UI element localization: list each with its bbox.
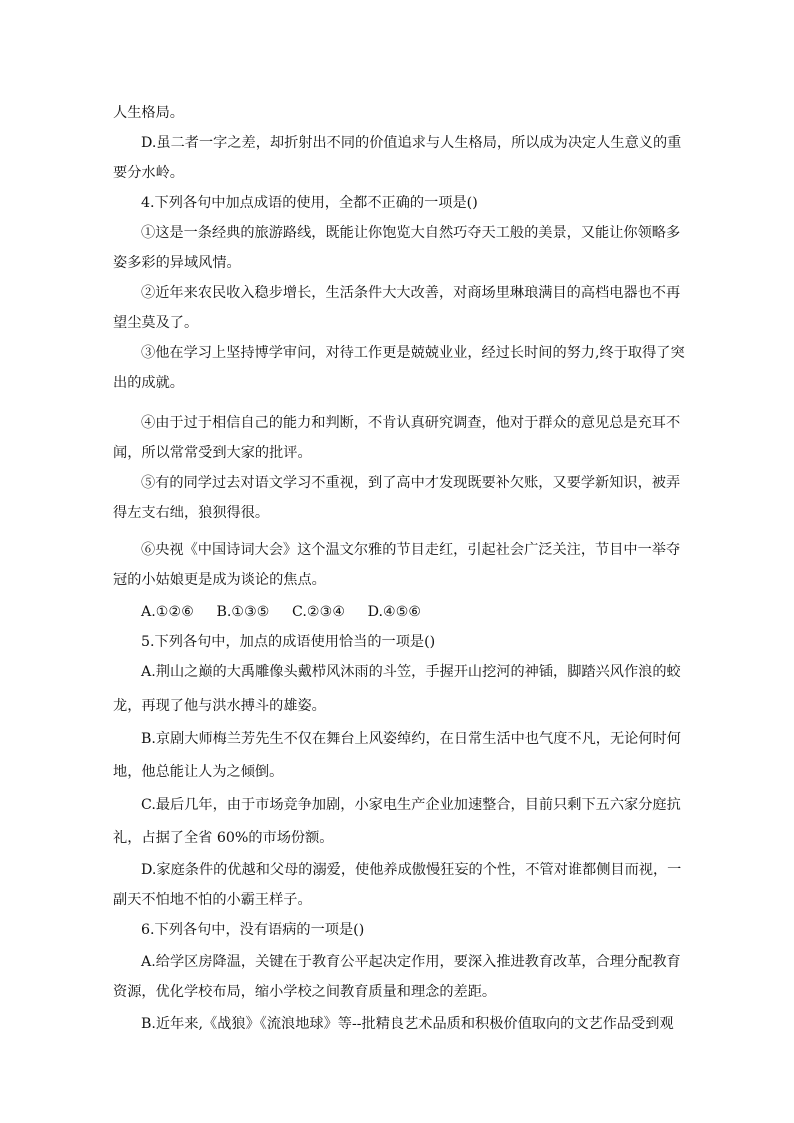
option-c: C.②③④ [292,604,346,620]
text-line: D.虽二者一字之差，却折射出不同的价值追求与人生格局，所以成为决定人生意义的重 [141,135,682,151]
text-line: 闻，所以常常受到大家的批评。 [113,445,312,461]
text-line: 资源，优化学校布局，缩小学校之间教育质量和理念的差距。 [113,984,497,1000]
question-5-title: 5.下列各句中，加点的成语使用恰当的一项是() [141,634,436,650]
text-line: 地，他总能让人为之倾倒。 [113,764,284,780]
text-line: D.家庭条件的优越和父母的溺爱，使他养成傲慢狂妄的个性，不管对谁都侧目而视，一 [141,862,682,878]
text-line: 要分水岭。 [113,165,184,181]
text-line: 出的成就。 [113,375,184,391]
option-a: A.①②⑥ [141,604,194,620]
text-line: 人生格局。 [113,105,184,121]
text-line: ④由于过于相信自己的能力和判断，不肯认真研究调查，他对于群众的意见总是充耳不 [141,415,681,431]
text-line: 副天不怕地不怕的小霸王样子。 [113,892,312,908]
text-line: A.给学区房降温，关键在于教育公平起决定作用，要深入推进教育改革，合理分配教育 [141,954,681,970]
text-line: B.京剧大师梅兰芳先生不仅在舞台上风姿绰约，在日常生活中也气度不凡，无论何时何 [141,731,681,747]
text-line: 礼，占据了全省 60%的市场份额。 [113,830,334,846]
option-d: D.④⑤⑥ [367,604,422,620]
text-line: 龙，再现了他与洪水搏斗的雄姿。 [113,698,326,714]
text-line: 冠的小姑娘更是成为谈论的焦点。 [113,572,326,588]
text-line: B.近年来,《战狼》《流浪地球》等--批精良艺术品质和积极价值取向的文艺作品受到观 [141,1016,674,1032]
question-4-options [141,602,439,622]
text-line: 望尘莫及了。 [113,315,199,331]
text-line: A.荆山之巅的大禹雕像头戴栉风沐雨的斗笠，手握开山挖河的神锸，脚踏兴风作浪的蛟 [141,664,681,680]
text-line: 得左支右绌，狼狈得很。 [113,505,270,521]
text-line: ⑤有的同学过去对语文学习不重视，到了高中才发现既要补欠账，又要学新知识，被弄 [141,475,681,491]
question-6-title: 6.下列各句中，没有语病的一项是() [141,922,365,938]
text-line: ③他在学习上坚持博学审问，对待工作更是兢兢业业，经过长时间的努力,终于取得了突 [141,345,685,361]
question-4-title: 4.下列各句中加点成语的使用，全都不正确的一项是() [141,195,478,211]
text-line: C.最后几年，由于市场竞争加剧，小家电生产企业加速整合，目前只剩下五六家分庭抗 [141,797,681,813]
text-line: ①这是一条经典的旅游路线，既能让你饱览大自然巧夺天工般的美景，又能让你领略多 [141,225,681,241]
text-line: 姿多彩的异域风情。 [113,255,241,271]
text-line: ②近年来农民收入稳步增长，生活条件大大改善，对商场里琳琅满目的高档电器也不再 [141,285,681,301]
option-b: B.①③⑤ [216,604,270,620]
text-line: ⑥央视《中国诗词大会》这个温文尔雅的节目走红，引起社会广泛关注，节目中一举夺 [141,542,681,558]
